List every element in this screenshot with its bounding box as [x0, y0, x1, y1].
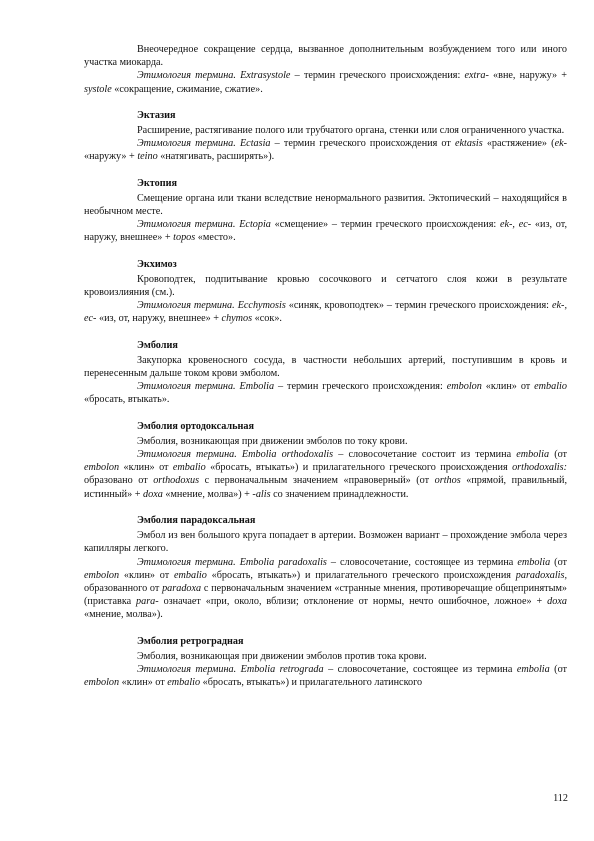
etymology-segment: с первоначальным значением «странные мнения, противоречащие общепринятым» (приставка — [84, 582, 568, 608]
etymology-italic-segment: para- — [136, 596, 159, 608]
etymology-segment: «натягивать, расширять»). — [157, 151, 275, 163]
etymology-segment: «наружу» + — [84, 151, 138, 163]
etymology-italic-segment: Этимология термина. Embolia — [137, 381, 275, 393]
etymology-segment: – словосочетание, состоящее из термина — [326, 556, 518, 568]
etymology-italic-segment: systole — [84, 83, 112, 95]
entry-definition: Смещение органа или ткани вследствие ненормального развития. Эктопический – находящийся в необычном месте. — [84, 192, 567, 218]
etymology-italic-segment: embalio — [167, 677, 201, 689]
entry-etymology — [84, 218, 567, 244]
entry-heading: Эмболия — [137, 339, 178, 351]
etymology-segment: – словосочетание, состоящее из термина — [323, 663, 517, 675]
etymology-segment: «клин» от — [481, 381, 535, 393]
etymology-italic-segment: orthos — [434, 475, 461, 487]
etymology-segment: – словосочетание состоит из термина — [333, 449, 517, 461]
etymology-italic-segment: embalio — [172, 462, 206, 474]
dictionary-entry — [84, 109, 567, 164]
etymology-italic-segment: Этимология термина. Extrasystole — [137, 70, 291, 82]
etymology-segment: (от — [549, 663, 567, 675]
etymology-italic-segment: chymos — [221, 313, 253, 325]
etymology-italic-segment: embolia — [517, 556, 551, 568]
entry-definition: Эмболия, возникающая при движении эмболов по току крови. — [137, 435, 408, 447]
etymology-italic-segment: paradoxa — [162, 582, 202, 594]
etymology-segment: «бросать, втыкать») и прилагательного греческого происхождения — [205, 462, 513, 474]
etymology-segment: «клин» от — [119, 569, 175, 581]
etymology-segment: (от — [550, 556, 567, 568]
etymology-segment: – термин греческого происхождения: — [274, 381, 447, 393]
etymology-italic-segment: embolia — [516, 449, 550, 461]
etymology-segment: «из, от, наружу, внешнее» + — [96, 313, 222, 325]
etymology-segment: образованного от — [84, 582, 163, 594]
etymology-italic-segment: embolon — [446, 381, 482, 393]
entry-heading: Эмболия парадоксальная — [137, 514, 256, 526]
entry-heading: Эмболия ретроградная — [137, 635, 244, 647]
entry-heading: Экхимоз — [137, 258, 177, 270]
entry-definition: Расширение, растягивание полого или трубчатого органа, стенки или слоя ограниченного участка. — [137, 125, 565, 137]
dictionary-entry — [84, 258, 567, 326]
dictionary-entry — [84, 635, 567, 690]
etymology-italic-segment: teino — [137, 151, 158, 163]
etymology-segment: «сок». — [252, 313, 282, 325]
etymology-segment: «мнение, молва») + — [162, 488, 253, 500]
etymology-segment: «клин» от — [119, 677, 168, 689]
dictionary-entry — [84, 339, 567, 407]
etymology-italic-segment: embolon — [84, 677, 120, 689]
etymology-segment: – термин греческого происхождения от — [270, 138, 455, 150]
entry-etymology — [84, 299, 567, 325]
entry-definition: Эмболия, возникающая при движении эмболов против тока крови. — [137, 650, 427, 662]
etymology-segment: «бросать, втыкать». — [84, 394, 170, 406]
etymology-italic-segment: paradoxalis, — [515, 569, 567, 581]
etymology-segment: «сокращение, сжимание, сжатие». — [111, 83, 263, 95]
etymology-segment: «прямой, правильный, истинный» + — [84, 475, 567, 500]
entry-heading: Эктазия — [137, 109, 176, 121]
etymology-italic-segment: extra- — [464, 70, 489, 82]
etymology-segment: со значением принадлежности. — [270, 488, 409, 500]
entry-etymology — [84, 663, 567, 689]
page-number: 112 — [553, 793, 568, 804]
etymology-italic-segment: Этимология термина. Embolia retrograda — [137, 663, 324, 675]
etymology-segment: «вне, наружу» + — [488, 70, 567, 82]
entry-heading: Эмболия ортодоксальная — [137, 420, 254, 432]
dictionary-entry — [84, 514, 567, 622]
etymology-italic-segment: ektasis — [454, 138, 483, 150]
etymology-segment: «мнение, молва»). — [84, 609, 163, 621]
etymology-segment: «смещение» – термин греческого происхождения: — [270, 219, 500, 231]
etymology-italic-segment: ek-, ec- — [84, 300, 567, 325]
etymology-italic-segment: embalio — [534, 381, 567, 393]
etymology-italic-segment: Этимология термина. Embolia paradoxalis — [137, 556, 327, 568]
entry-etymology — [84, 137, 567, 163]
etymology-italic-segment: ek-, ec- — [499, 219, 532, 231]
etymology-segment: (от — [549, 449, 567, 461]
entry-etymology — [84, 448, 567, 501]
dictionary-entry — [84, 177, 567, 245]
etymology-segment: с первоначальным значением «правоверный» (от — [199, 475, 435, 487]
entry-definition: Эмбол из вен большого круга попадает в артерии. Возможен вариант – прохождение эмбола через капилляры легкого. — [84, 530, 567, 555]
etymology-italic-segment: ek- — [554, 138, 567, 150]
entry-definition: Закупорка кровеносного сосуда, в частности небольших артерий, поступившим в кровь и перенесенным дальше током крови эмболом. — [84, 354, 567, 380]
etymology-italic-segment: -alis — [252, 488, 271, 500]
entry-etymology — [84, 380, 567, 406]
entry-heading: Эктопия — [137, 177, 177, 189]
etymology-segment: «бросать, втыкать») и прилагательного латинского — [200, 677, 423, 689]
etymology-italic-segment: Этимология термина. Ecchymosis — [137, 300, 286, 312]
etymology-segment: «место». — [195, 232, 236, 244]
etymology-italic-segment: topos — [173, 232, 196, 244]
etymology-italic-segment: Этимология термина. Ectopia — [137, 219, 271, 231]
etymology-segment: образовано от — [84, 475, 154, 487]
etymology-segment: «бросать, втыкать») и прилагательного греческого происхождения — [206, 569, 516, 581]
etymology-segment: «растяжение» ( — [482, 138, 555, 150]
etymology-segment: «клин» от — [119, 462, 173, 474]
entry-etymology — [84, 556, 567, 622]
etymology-italic-segment: embolia — [516, 663, 550, 675]
entry-definition: Кровоподтек, подпитывание кровью сосочкового и сетчатого слоя кожи в результате кровоизлияния (см.). — [84, 273, 567, 299]
etymology-italic-segment: embalio — [174, 569, 207, 581]
etymology-italic-segment: embolon — [84, 569, 120, 581]
etymology-italic-segment: Этимология термина. Ectasia — [137, 138, 271, 150]
etymology-segment: означает «при, около, вблизи; отклонение от нормы, нечто ошибочное, ложное» + — [158, 596, 548, 608]
entry-etymology — [84, 69, 567, 95]
etymology-italic-segment: embolon — [84, 462, 120, 474]
dictionary-content — [84, 43, 567, 689]
etymology-italic-segment: orthodoxus — [153, 475, 200, 487]
etymology-segment: «из, от, наружу, внешнее» + — [84, 219, 567, 244]
etymology-segment: – термин греческого происхождения: — [290, 70, 465, 82]
dictionary-entry — [84, 43, 567, 96]
etymology-italic-segment: Этимология термина. Embolia orthodoxalis — [137, 449, 334, 461]
etymology-italic-segment: doxa — [547, 596, 567, 608]
entry-definition: Внеочередное сокращение сердца, вызванное дополнительным возбуждением того или иного участка миокарда. — [84, 44, 567, 69]
etymology-italic-segment: doxa — [143, 488, 163, 500]
etymology-italic-segment: orthodoxalis: — [512, 462, 567, 474]
dictionary-entry — [84, 420, 567, 501]
etymology-segment: «синяк, кровоподтек» – термин греческого происхождения: — [285, 300, 553, 312]
